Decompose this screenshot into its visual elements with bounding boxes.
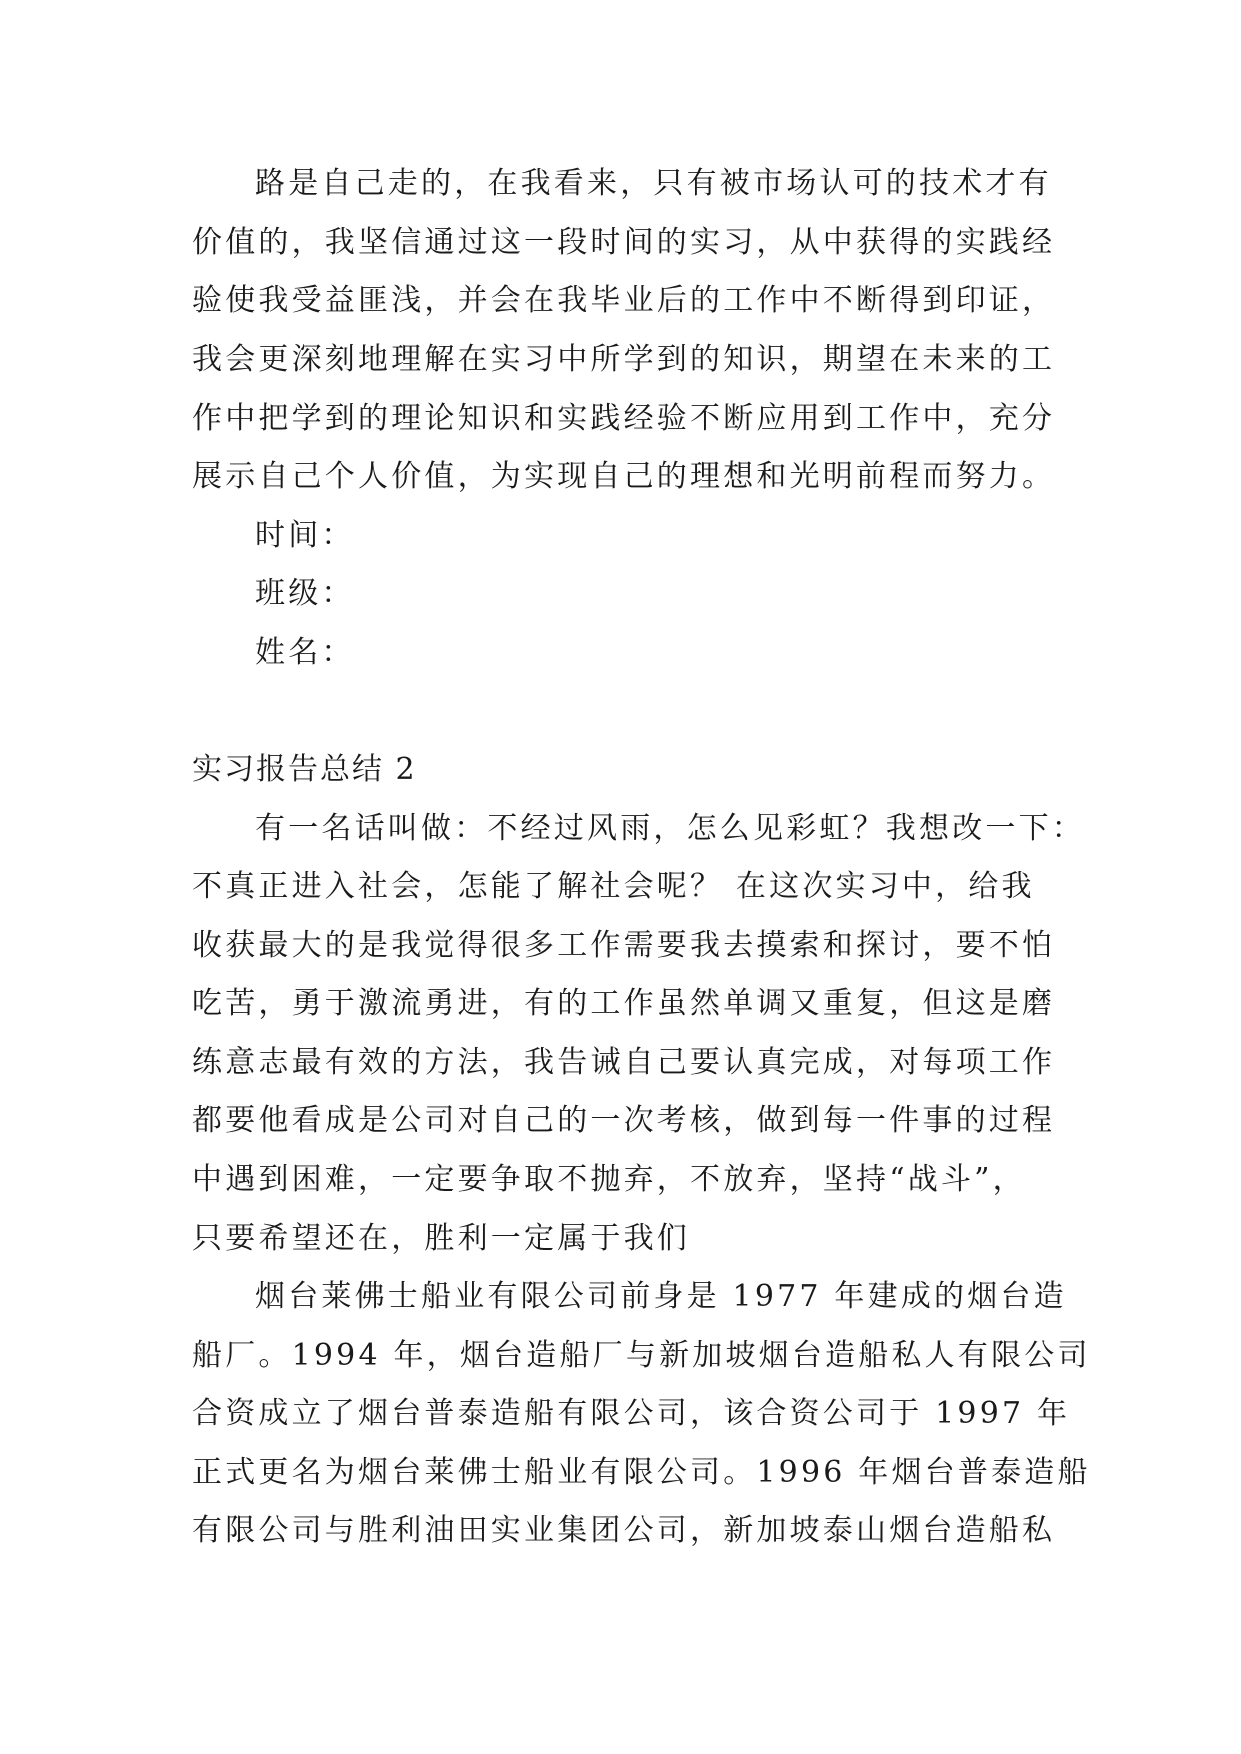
section2-paragraph2-line: 合资成立了烟台普泰造船有限公司，该合资公司于 1997 年 bbox=[192, 1396, 1071, 1431]
paragraph1-line: 展示自己个人价值，为实现自己的理想和光明前程而努力。 bbox=[192, 459, 1056, 494]
section2-paragraph1-line: 收获最大的是我觉得很多工作需要我去摸索和探讨，要不怕 bbox=[192, 928, 1056, 963]
name-label: 姓名： bbox=[255, 635, 355, 670]
section2-paragraph2-line: 船厂。1994 年，烟台造船厂与新加坡烟台造船私人有限公司 bbox=[192, 1338, 1091, 1373]
class-label: 班级： bbox=[255, 576, 355, 611]
section2-paragraph1-line: 不真正进入社会，怎能了解社会呢？ 在这次实习中，给我 bbox=[192, 869, 1035, 904]
section2-paragraph1-line: 吃苦，勇于激流勇进，有的工作虽然单调又重复，但这是磨 bbox=[192, 986, 1056, 1021]
section2-paragraph1-line: 练意志最有效的方法，我告诫自己要认真完成，对每项工作 bbox=[192, 1045, 1056, 1080]
paragraph1-line: 路是自己走的，在我看来，只有被市场认可的技术才有 bbox=[255, 166, 1052, 201]
section2-paragraph1-line: 中遇到困难，一定要争取不抛弃，不放弃，坚持“战斗”， bbox=[192, 1162, 1026, 1197]
paragraph1-line: 价值的，我坚信通过这一段时间的实习，从中获得的实践经 bbox=[192, 225, 1056, 260]
section-heading: 实习报告总结 2 bbox=[192, 752, 417, 787]
section2-paragraph1-line: 有一名话叫做：不经过风雨，怎么见彩虹？我想改一下： bbox=[255, 811, 1085, 846]
time-label: 时间： bbox=[255, 518, 355, 553]
section2-paragraph2-line: 正式更名为烟台莱佛士船业有限公司。1996 年烟台普泰造船 bbox=[192, 1455, 1091, 1490]
section2-paragraph1-line: 只要希望还在，胜利一定属于我们 bbox=[192, 1221, 690, 1256]
section2-paragraph2-line: 有限公司与胜利油田实业集团公司，新加坡泰山烟台造船私 bbox=[192, 1513, 1056, 1548]
paragraph1-line: 作中把学到的理论知识和实践经验不断应用到工作中，充分 bbox=[192, 401, 1056, 436]
paragraph1-line: 我会更深刻地理解在实习中所学到的知识，期望在未来的工 bbox=[192, 342, 1056, 377]
section2-paragraph1-line: 都要他看成是公司对自己的一次考核，做到每一件事的过程 bbox=[192, 1103, 1056, 1138]
paragraph1-line: 验使我受益匪浅，并会在我毕业后的工作中不断得到印证， bbox=[192, 283, 1056, 318]
section2-paragraph2-line: 烟台莱佛士船业有限公司前身是 1977 年建成的烟台造 bbox=[255, 1279, 1067, 1314]
